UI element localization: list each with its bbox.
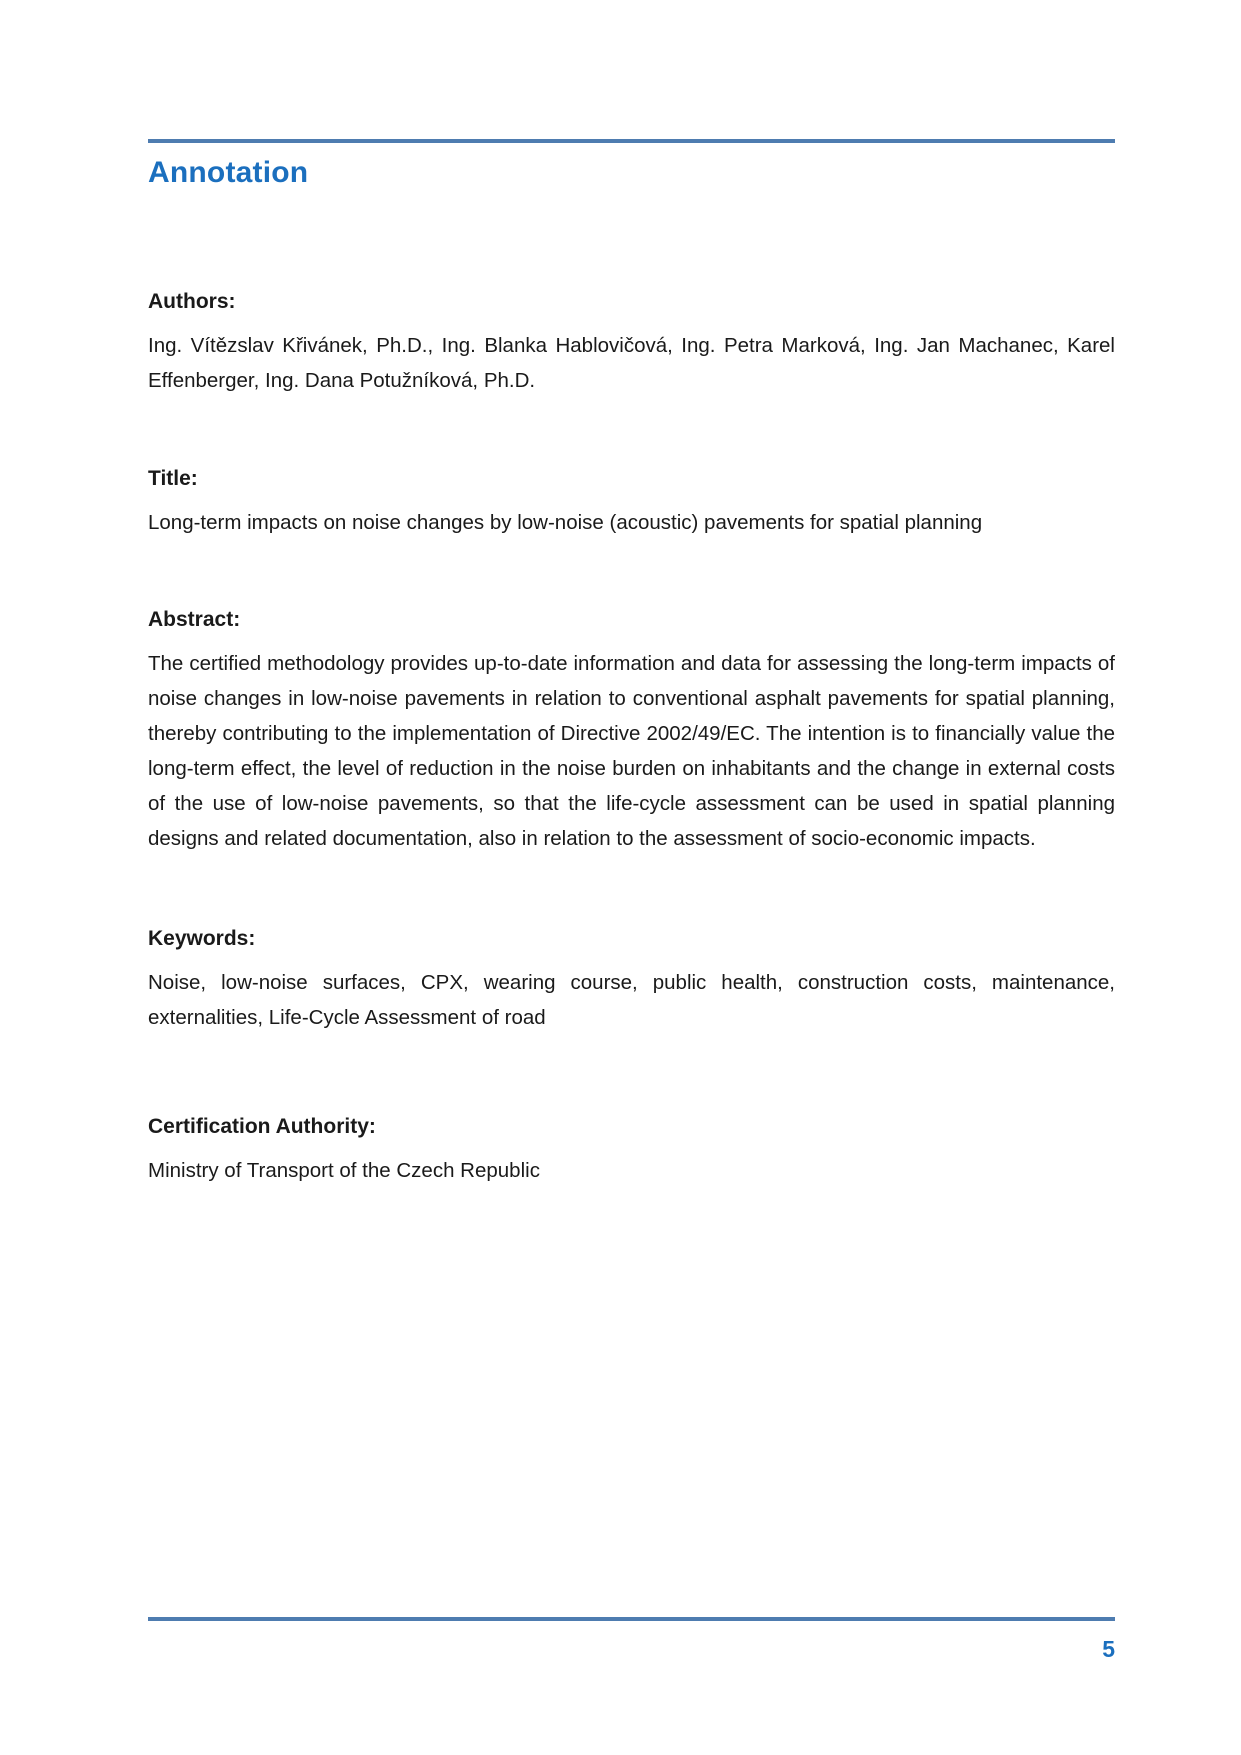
authors-text: Ing. Vítězslav Křivánek, Ph.D., Ing. Blanka Hablovičová, Ing. Petra Marková, Ing. Jan Machanec, Karel Effenberger, Ing. Dana Potužníková, Ph.D. [148, 334, 1115, 392]
keywords-label: Keywords: [148, 927, 256, 950]
page-title: Annotation [148, 156, 309, 189]
keywords-text: Noise, low-noise surfaces, CPX, wearing course, public health, construction costs, maintenance, externalities, Life-Cycle Assessment of road [148, 971, 1115, 1029]
section-certification-authority [148, 1110, 1115, 1188]
section-abstract [148, 603, 1115, 856]
section-authors [148, 285, 1115, 398]
abstract-text: The certified methodology provides up-to-date information and data for assessing the long-term impacts of noise changes in low-noise pavements in relation to conventional asphalt pavements for spatial planning, thereby contributing to the implementation of Directive 2002/49/EC. The intention is to financially value the long-term effect, the level of reduction in the noise burden on inhabitants and the change in external costs of the use of low-noise pavements, so that the life-cycle assessment can be used in spatial planning designs and related documentation, also in relation to the assessment of socio-economic impacts. [148, 652, 1115, 850]
authors-label: Authors: [148, 290, 236, 313]
title-text: Long-term impacts on noise changes by low-noise (acoustic) pavements for spatial planning [148, 511, 983, 534]
header-rule [148, 139, 1115, 143]
abstract-label: Abstract: [148, 608, 241, 631]
title-label: Title: [148, 467, 198, 490]
certification-authority-label: Certification Authority: [148, 1115, 376, 1138]
certification-authority-text: Ministry of Transport of the Czech Republic [148, 1159, 540, 1182]
page-number: 5 [1102, 1636, 1115, 1662]
section-keywords [148, 922, 1115, 1035]
footer-rule [148, 1617, 1115, 1621]
page-content [148, 139, 1115, 1188]
section-title [148, 462, 1115, 540]
